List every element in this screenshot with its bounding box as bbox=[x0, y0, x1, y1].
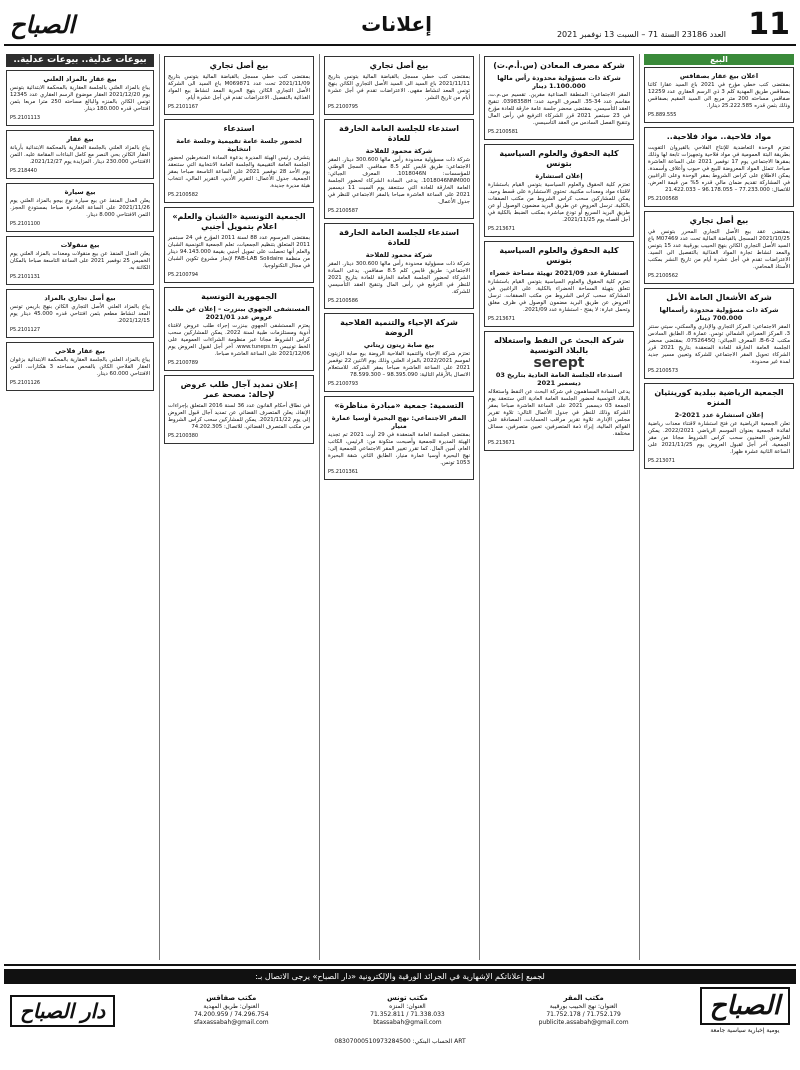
ad-ref: P5.213071 bbox=[648, 458, 675, 464]
ad-ref: P5.2100380 bbox=[168, 433, 199, 439]
ad-ref: P5.213671 bbox=[488, 226, 515, 232]
ad-block bbox=[6, 70, 154, 126]
ad-ref: P5.889.555 bbox=[648, 112, 677, 118]
ad-block bbox=[6, 183, 154, 232]
section-title: إعلانات bbox=[361, 12, 432, 36]
ad-body: يباع بالمزاد العلني بالجلسة العقارية بالمحكمة الابتدائية بأريانة العقار الكائن بحي النصر مع كامل البناءات المقامة عليه. الثمن الافتتاحي 230.000 دينار. المزايدة يوم 2021/12/27. bbox=[10, 145, 150, 165]
ad-body: يعتزم المستشفى الجهوي ببنزرت إجراء طلب عروض لاقتناء أدوية ومستلزمات طبية لسنة 2022. يمكن للمشاركين سحب كراس الشروط مجانا عبر منظومة الشراءات العمومية على الخط تونيبس www.tuneps.tn. آخر أجل لقبول العروض يوم 2021/12/06 على الساعة العاشرة صباحا. bbox=[168, 323, 310, 357]
ad-title: التسمية: جمعية «مبادرة مناظرة» bbox=[334, 401, 464, 410]
ad-title: استدعاء للجلسة العامة الخارقة للعادة bbox=[339, 228, 459, 247]
footer-logo-right-wrap bbox=[700, 987, 790, 1034]
ad-body: يدعى السادة المساهمون في شركة البحث عن النفط واستغلاله بالبلاد التونسية لحضور الجلسة العامة العادية التي ستنعقد يوم الجمعة 03 ديسمبر 2021 على الساعة العاشرة صباحا بمقر الشركة وذلك للنظر في جدول الأعمال التالي: تلاوة تقرير مجلس الإدارة، تلاوة تقرير مراقب الحسابات، المصادقة على القوائم المالية، إبراء ذمة المتصرفين، تعيين متصرفين، مسائل مختلفة. bbox=[488, 389, 630, 437]
ad-title: شركة البحث عن النفط واستغلاله بالبلاد التونسية bbox=[493, 336, 625, 355]
ad-body: بمقتضى كتب خطي مسجل بالقباضة المالية بتونس بتاريخ 2021/11/11 باع السيد الى السيد الأصل التجاري الكائن بنهج تونس المعد لنشاط مقهى. الاعتراضات تقدم في أجل عشرة أيام من تاريخ النشر. bbox=[328, 74, 470, 101]
ad-subtitle: استشارة عدد 2021/09 تهيئة مساحة خضراء bbox=[489, 269, 629, 277]
ad-title: الجمعية الرياضية ببلدية كورينثيان المنزه bbox=[654, 388, 784, 407]
column-2 bbox=[484, 54, 634, 960]
ad-subtitle: إعلان استشارة bbox=[535, 172, 583, 180]
office-phone: 74.296.754 / 74.200.959 bbox=[194, 1011, 269, 1018]
ad-title: بيع أصل تجاري bbox=[209, 61, 269, 70]
ad-title: بيع عقار بالمزاد العلني bbox=[43, 75, 117, 83]
ad-ref: P5.2100562 bbox=[648, 273, 679, 279]
issue-line: العدد 23186 السنة 71 – السبت 13 نوفمبر 2021 bbox=[556, 30, 726, 39]
ad-block bbox=[644, 127, 794, 207]
ad-ref: P5.2101131 bbox=[10, 274, 41, 280]
ad-ref: P5.2100581 bbox=[488, 129, 519, 135]
ad-title: بيع عقار bbox=[66, 135, 94, 143]
ad-block bbox=[324, 56, 474, 115]
ad-subtitle: شركة محمود للفلاحة bbox=[365, 147, 433, 155]
ad-ref: P5.2101361 bbox=[328, 469, 359, 475]
ad-ref: P5.2100794 bbox=[168, 272, 199, 278]
ad-body: تعلن الجمعية الرياضية عن فتح استشارة لاقتناء معدات رياضية لفائدة الجمعية بعنوان الموسم الرياضي 2022/2021. يمكن للعارضين المعنيين سحب كراس الشروط مجانا من مقر الجمعية. آخر أجل لقبول العروض يوم 2021/11/25 على الساعة الثانية عشرة ظهرا. bbox=[648, 421, 791, 455]
bank-account: الحساب البنكي: 08307000510973284500 ART bbox=[334, 1038, 466, 1045]
ad-body: بمقتضى المرسوم عدد 88 لسنة 2011 المؤرخ في 24 سبتمبر 2011 المتعلق بتنظيم الجمعيات، تعلم الجمعية التونسية الشبان والعلم أنها تحصلت على تمويل أجنبي بقيمة 94.143.000 دينار من منظمة FAB-LAB Solidaire لإنجاز مشروع تكوين الشبان في مجال التكنولوجيا. bbox=[168, 235, 311, 269]
ad-subtitle: شركة محمود للفلاحة bbox=[365, 251, 433, 259]
ad-body: بمقتضى الجلسة العامة المنعقدة في 29 أوت 2021 تم تجديد الهيئة المديرة للجمعية وأصبحت متكونة من: الرئيس، الكاتب العام، أمين المال. كما تقرر تغيير المقر الاجتماعي للجمعية إلى: نهج البحيرة أوسيا عمارة منيار، الطابق الثاني شقة البحيرة 1053 تونس. bbox=[328, 432, 471, 466]
ad-ref: P5.2100573 bbox=[648, 368, 679, 374]
ad-title: بيع منقولات bbox=[60, 241, 100, 249]
ad-subtitle: المقر الاجتماعي: نهج البحيرة أوسيا عمارة منيار bbox=[331, 414, 467, 430]
ad-title: كلية الحقوق والعلوم السياسية بتونس bbox=[499, 246, 619, 265]
ad-block bbox=[164, 119, 314, 203]
ad-body: يباع بالمزاد العلني بالجلسة العقارية بالمحكمة الابتدائية بتونس يوم 2021/12/20 العقار موضوع الرسم العقاري عدد 12345 تونس الكائن بالمنزه والبالغ مساحته 250 مترا مربعا بثمن افتتاحي قدره 180.000 دينار. bbox=[10, 85, 151, 112]
ad-title: مواد فلاحية.. مواد فلاحية.. bbox=[666, 132, 772, 141]
ad-block bbox=[324, 119, 474, 219]
ad-block bbox=[644, 383, 794, 469]
ad-body: بمقتضى كتب خطي مؤرخ في 2021 باع السيد عقارا كائنا بصفاقس طريق المهدية كلم 3 ذي الرسم العقاري عدد 12259 صفاقس مساحته 200 متر مربع الى السيد المقيم بصفاقس وذلك بثمن قدره 25.222.585 دينارا. bbox=[648, 82, 790, 109]
newspaper-logo: الصباح bbox=[10, 9, 75, 39]
ad-body: تعتزم كلية الحقوق والعلوم السياسية بتونس القيام باستشارة لاقتناء مواد ومعدات مكتبية. تحتوي الاستشارة على قسط وحيد. يمكن للمشاركين سحب كراس الشروط من مكتب الصفقات بالكلية. ترسل العروض عن طريق البريد مضمون الوصول أو عن طريق البريد السريع أو تودع مباشرة بمكتب الضبط بالكلية في أجل أقصاه يوم 2021/11/25. bbox=[488, 182, 630, 223]
office-phone: 71.752.179 / 71.752.178 bbox=[546, 1011, 621, 1018]
column-1 bbox=[644, 54, 794, 960]
column-5 bbox=[6, 54, 154, 960]
ad-body: المقر الاجتماعي: المنطقة الصناعية مقرين. تقسيم س.م.ت، مقاسم عدد 34-35. المعرف الوحيد عدد: 0398358H. تنقيح العقد التأسيسي. بمقتضى محضر جلسة عامة خارقة للعادة مؤرخ في 23 سبتمبر 2021 قرر الشركاء الترفيع في رأس المال وتنقيح الفصل السادس من العقد التأسيسي. bbox=[488, 92, 630, 126]
office-email[interactable]: publicite.assabah@gmail.com bbox=[538, 1019, 629, 1026]
office-email[interactable]: btassabah@gmail.com bbox=[373, 1019, 442, 1026]
ad-block bbox=[484, 331, 634, 451]
ad-body: المقر الاجتماعي: المركز التجاري والإداري والسكني، سيتي سنتر 3، المركز العمراني الشمالي تونس. عمارة 8، الطابق السادس مكتب B-6-2. المعرف الجبائي: 0752645Q. بمقتضى محضر الجلسة العامة الخارقة للعادة المنعقدة بتاريخ 2021 قرر الشركاء تحويل المقر الاجتماعي للشركة وتعيين مسير جديد لمدة غير محدودة. bbox=[648, 324, 791, 365]
ad-body: شركة ذات مسؤولية محدودة رأس مالها 300.600 دينار. المقر الاجتماعي: طريق قابس كلم 8.5 صفاقس. يدعى السادة الشركاء لحضور الجلسة العامة الخارقة للعادة بتاريخ 2021 للنظر في الترفيع في رأس المال وتنقيح العقد التأسيسي للشركة. bbox=[328, 261, 470, 295]
office-sfax bbox=[171, 994, 291, 1027]
ad-body: في نطاق أحكام القانون عدد 36 لسنة 2016 المتعلق بإجراءات الإنقاذ، يعلن المتصرف القضائي عن تمديد آجال قبول العروض إلى يوم 2021/11/22. يمكن للمشاركين سحب كراس الشروط من مكتب المتصرف القضائي. للاتصال: 74.202.305 bbox=[168, 403, 310, 430]
footer-content bbox=[4, 987, 796, 1034]
ad-block bbox=[164, 375, 314, 444]
ad-body: بمقتضى كتب خطي مسجل بالقباضة المالية بتونس بتاريخ 2021/11/09 تحت عدد M069871 باع السيد الى الشركة الأصل التجاري الكائن بنهج الحرية المعد لنشاط بيع المواد الغذائية بالتفصيل. الاعتراضات تقدم في أجل عشرة أيام. bbox=[168, 74, 310, 101]
ad-ref: P5.2100568 bbox=[648, 196, 679, 202]
ad-title: بيع عقار فلاحي bbox=[55, 347, 105, 355]
ad-body: تعتزم كلية الحقوق والعلوم السياسية بتونس القيام باستشارة تتعلق بتهيئة المساحة الخضراء بالكلية. على الراغبين في المشاركة سحب كراس الشروط من مكتب الصفقات. ترسل العروض عن طريق البريد مضمون الوصول في ظرف مغلق وتحمل عبارة: لا يفتح - استشارة عدد 2021/09. bbox=[488, 279, 630, 313]
ad-block bbox=[6, 236, 154, 285]
ad-block bbox=[484, 144, 634, 237]
ad-block bbox=[644, 288, 794, 379]
office-tunis bbox=[347, 994, 467, 1027]
ad-title: شركة الإحياء والتنمية الفلاحية الروضة bbox=[340, 318, 458, 337]
office-hq bbox=[524, 994, 644, 1027]
ad-title: شركة الأشغال العامة الأمل bbox=[666, 293, 772, 302]
ad-ref: P5.213671 bbox=[488, 316, 515, 322]
column-3 bbox=[324, 54, 474, 960]
office-address: العنوان: نهج الحبيب بورقيبة bbox=[549, 1003, 618, 1010]
office-address: العنوان: المنزه bbox=[389, 1003, 426, 1010]
ad-title: إعلان تمديد آجال طلب عروض لإحالة: مصحة عمر bbox=[180, 380, 298, 399]
ad-ref: P5.2100789 bbox=[168, 360, 199, 366]
ad-ref: P5.2101167 bbox=[168, 104, 199, 110]
ad-body: يعلن العدل المنفذ عن بيع سيارة نوع بيجو بالمزاد العلني يوم 2021/11/26 على الساعة العاشرة صباحا بمستودع الحجز. الثمن الافتتاحي 8.000 دينار. bbox=[10, 198, 150, 218]
ad-subtitle: المستشفى الجهوي ببنزرت – إعلان عن طلب عروض عدد 2021/01 bbox=[168, 305, 310, 321]
ad-block bbox=[324, 313, 474, 392]
ad-body: بمقتضى عقد بيع الأصل التجاري المحرر بتونس في 2021/10/25 المسجل بالقباضة المالية تحت عدد M07469 باع السيد الأصل التجاري الكائن بنهج الحبيب بورقيبة عدد 15 بتونس والمعد لنشاط تجارة المواد الغذائية بالتفصيل الى السيد. الاعتراضات تقدم في أجل عشرة أيام من تاريخ النشر بمكتب الأستاذ المحامي. bbox=[648, 229, 790, 270]
column-divider bbox=[159, 54, 160, 960]
ad-block bbox=[324, 223, 474, 309]
ad-title: الجمهورية التونسية bbox=[201, 292, 277, 301]
tagline: يومية إخبارية سياسية جامعة bbox=[710, 1027, 780, 1034]
ad-body: يعلن العدل المنفذ عن بيع منقولات ومعدات بالمزاد العلني يوم الخميس 25 نوفمبر 2021 على الساعة التاسعة صباحا بالمكان الكائنة به. bbox=[10, 251, 150, 271]
ad-subtitle: اعلان بيع عقار بصفاقس bbox=[679, 72, 759, 80]
ad-block bbox=[6, 289, 154, 338]
office-name: مكتب صفاقس bbox=[206, 994, 257, 1002]
serept-logo: serept bbox=[533, 355, 585, 371]
ad-title: بيع أصل تجاري bbox=[689, 216, 749, 225]
ad-block bbox=[484, 241, 634, 327]
office-name: مكتب المقر bbox=[563, 994, 604, 1002]
ad-title: الجمعية التونسية «الشبان والعلم» اعلام بتمويل أجنبي bbox=[172, 212, 306, 231]
ad-ref: P5.2101113 bbox=[10, 115, 41, 121]
ad-block bbox=[324, 396, 474, 480]
ad-subtitle: شركة ذات مسؤولية محدودة رأسمالها 700.000 دينار bbox=[659, 306, 779, 322]
column-divider bbox=[639, 54, 640, 960]
ad-block bbox=[644, 67, 794, 123]
footer bbox=[4, 964, 796, 1066]
ad-block bbox=[164, 56, 314, 115]
ad-subtitle: شركة ذات مسؤولية محدودة رأس مالها 1.100.000 دينار bbox=[497, 74, 621, 90]
ad-title: شركة مصرف المعادن (س.أ.م.ت) bbox=[493, 61, 625, 70]
ad-title: بيع أصل تجاري bbox=[369, 61, 429, 70]
ad-title: بيع سيارة bbox=[64, 188, 96, 196]
office-email[interactable]: sfaxassabah@gmail.com bbox=[193, 1019, 269, 1026]
ad-block bbox=[644, 211, 794, 284]
ad-subtitle: استدعاء للجلسة العامة العادية بتاريخ 03 ديسمبر 2021 bbox=[495, 371, 623, 387]
ad-subtitle: إعلان استشارة عدد 2021-2 bbox=[674, 411, 764, 419]
ad-title: كلية الحقوق والعلوم السياسية بتونس bbox=[499, 149, 619, 168]
masthead bbox=[4, 4, 796, 46]
ad-ref: P5.2100586 bbox=[328, 298, 359, 304]
ad-body: يباع بالمزاد العلني بالجلسة العقارية بالمحكمة الابتدائية بزغوان العقار الفلاحي الكائن بالفحص مساحته 3 هكتارات. الثمن الافتتاحي 60.000 دينار. bbox=[10, 357, 150, 377]
ad-body: يباع بالمزاد العلني الأصل التجاري الكائن بنهج باريس تونس المعد لنشاط مطعم بثمن افتتاحي قدره 45.000 دينار يوم 2021/12/15. bbox=[10, 304, 150, 324]
ad-title: بيع أصل تجاري بالمزاد bbox=[44, 294, 116, 302]
column-header: البيع bbox=[644, 54, 794, 65]
ad-ref: P5.2100582 bbox=[168, 192, 199, 198]
ad-block bbox=[6, 130, 154, 179]
office-address: العنوان: طريق المهدية bbox=[203, 1003, 260, 1010]
column-4 bbox=[164, 54, 314, 960]
ad-block bbox=[164, 287, 314, 371]
ad-ref: P5.2101100 bbox=[10, 221, 41, 227]
ad-body: يتشرف رئيس الهيئة المديرة بدعوة السادة المنخرطين لحضور الجلسة العامة التقييمية والجلسة العامة الانتخابية التي ستنعقد يوم الأحد 28 نوفمبر 2021 على الساعة التاسعة صباحا بمقر الجمعية. جدول الأعمال: التقرير الأدبي، التقرير المالي، انتخاب هيئة مديرة جديدة. bbox=[168, 155, 310, 189]
footer-banner: لجميع إعلاناتكم الإشهارية في الجرائد الورقية والإلكترونية «دار الصباح» يرجى الاتصال بـ: bbox=[4, 969, 796, 984]
ad-body: شركة ذات مسؤولية محدودة رأس مالها 300.600 دينار. المقر الاجتماعي: طريق قابس كلم 8.5 صفاقس. السجل الوطني للمؤسسات: 1018046N. المعرف الجبائي: 1018046NNM000. يدعى السادة الشركاء لحضور الجلسة العامة الخارقة للعادة التي ستنعقد يوم السبت 11 ديسمبر 2021 على الساعة العاشرة صباحا بالمقر الاجتماعي للنظر في جدول الأعمال. bbox=[328, 157, 470, 205]
ad-block bbox=[6, 342, 154, 391]
ad-ref: P5.2101127 bbox=[10, 327, 41, 333]
ad-ref: P5.213671 bbox=[488, 440, 515, 446]
ad-title: استدعاء للجلسة العامة الخارقة للعادة bbox=[339, 124, 459, 143]
ad-ref: P5.2101126 bbox=[10, 380, 41, 386]
office-phone: 71.338.033 / 71.352.811 bbox=[370, 1011, 445, 1018]
ad-ref: P5.2100793 bbox=[328, 381, 359, 387]
ad-ref: P5.218440 bbox=[10, 168, 37, 174]
ad-ref: P5.2100795 bbox=[328, 104, 359, 110]
office-name: مكتب تونس bbox=[387, 994, 428, 1002]
column-divider bbox=[319, 54, 320, 960]
column-divider bbox=[479, 54, 480, 960]
ad-subtitle: بيع صابة زيتون زيتاني bbox=[363, 341, 435, 349]
ad-body: تعتزم الوحدة التعاضدية للإنتاج الفلاحي بالقيروان التفويت بطريقة البتة العمومية في مواد فلاحية وتجهيزات تابعة لها وذلك بمقرها الاجتماعي يوم 17 نوفمبر 2021 على الساعة العاشرة صباحا. تتمثل المواد المعروضة للبيع في حبوب وأعلاف وأسمدة. يمكن الاطلاع على كراس الشروط بمقر الوحدة وعلى الراغبين في المشاركة تقديم ضمان مالي قدره 5% من قيمة العرض. للاتصال: 77.233.000 – 96.178.055 – 21.422.033 bbox=[648, 145, 790, 193]
judicial-sales-header: بيوعات عدلية.. بيوعات عدلية.. bbox=[6, 54, 154, 67]
ad-body: تعتزم شركة الإحياء والتنمية الفلاحية الروضة بيع صابة الزيتون لموسم 2022/2021 بالمزاد العلني وذلك يوم الاثنين 22 نوفمبر 2021 على الساعة العاشرة صباحا بمقر الشركة. للاستعلام الاتصال بالأرقام التالية: 98.395.090 – 78.599.300 bbox=[328, 351, 470, 378]
assabah-logo: الصباح bbox=[700, 987, 790, 1025]
ad-block bbox=[484, 56, 634, 140]
ad-block bbox=[164, 207, 314, 283]
ad-title: استدعاء bbox=[223, 124, 255, 133]
page-number: 11 bbox=[748, 6, 790, 42]
ad-subtitle: لحضور جلسة عامة تقييمية وجلسة عامة انتخابية bbox=[176, 137, 302, 153]
ad-ref: P5.2100587 bbox=[328, 208, 359, 214]
dar-assabah-logo: دار الصباح bbox=[10, 995, 115, 1027]
